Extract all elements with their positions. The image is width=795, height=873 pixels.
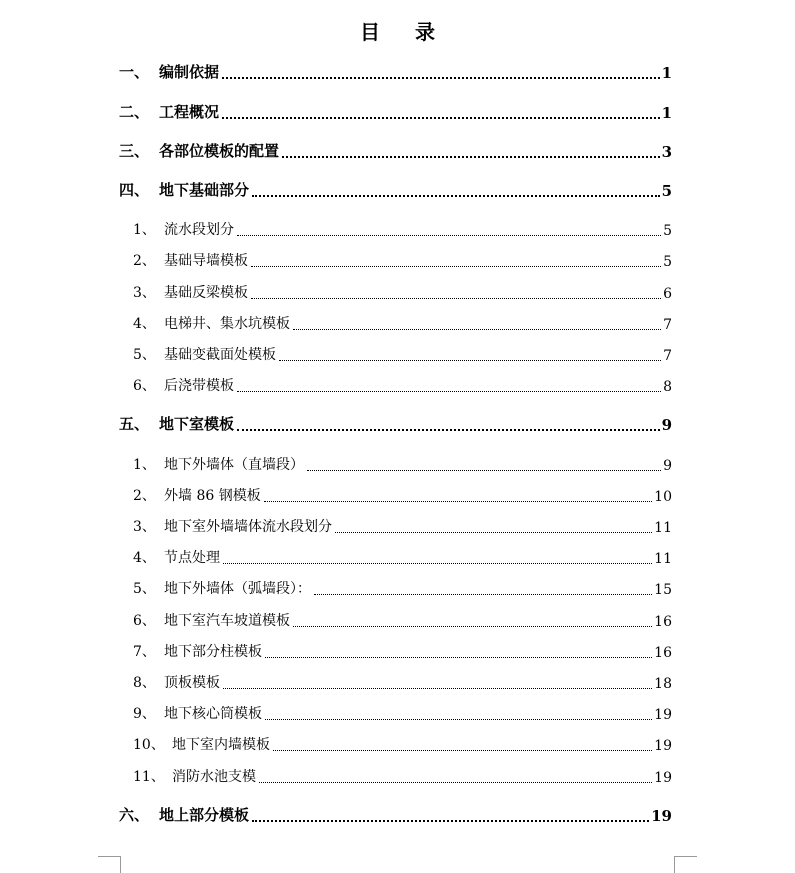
toc-entry-page-number: 15 [654, 582, 672, 598]
toc-entry-number: 8、 [133, 675, 156, 691]
toc-entry-number: 四、 [119, 181, 150, 199]
toc-dot-leader [265, 719, 652, 720]
toc-entry-number: 4、 [133, 316, 156, 332]
toc-entry-label: 节点处理 [164, 550, 220, 566]
toc-entry[interactable] [0, 641, 795, 661]
toc-entry-page-number: 19 [654, 707, 672, 723]
toc-entry-number: 5、 [133, 581, 156, 597]
toc-entry-label: 地下外墙体（弧墙段）： [164, 581, 311, 597]
toc-entry-label: 消防水池支模 [172, 769, 256, 785]
toc-entry[interactable] [0, 313, 795, 333]
toc-entry-label: 电梯井、集水坑模板 [164, 316, 290, 332]
toc-entry-page-number: 6 [663, 286, 672, 302]
toc-entry-number: 一、 [119, 63, 150, 81]
toc-entry-page-number: 19 [651, 807, 672, 825]
toc-entry[interactable] [0, 485, 795, 505]
toc-entry-number: 1、 [133, 457, 156, 473]
toc-dot-leader [265, 657, 652, 658]
toc-dot-leader [259, 782, 652, 783]
toc-entry[interactable] [0, 375, 795, 395]
toc-entry-number: 6、 [133, 613, 156, 629]
toc-entry-page-number: 5 [661, 182, 672, 200]
toc-dot-leader [314, 594, 652, 595]
toc-dot-leader [282, 156, 660, 158]
toc-entry[interactable] [0, 703, 795, 723]
toc-entry-label: 各部位模板的配置 [159, 142, 280, 160]
toc-entry[interactable] [0, 180, 795, 200]
toc-entry[interactable] [0, 282, 795, 302]
toc-dot-leader [273, 750, 652, 751]
toc-entry-page-number: 9 [663, 458, 672, 474]
toc-entry-page-number: 5 [663, 254, 672, 270]
toc-dot-leader [307, 470, 661, 471]
toc-entry-number: 二、 [119, 103, 150, 121]
toc-dot-leader [293, 626, 652, 627]
toc-entry-page-number: 1 [661, 104, 672, 122]
toc-dot-leader [223, 688, 652, 689]
toc-entry[interactable] [0, 250, 795, 270]
page-corner-mark-right [674, 856, 697, 873]
toc-entry-page-number: 7 [663, 317, 672, 333]
toc-entry-page-number: 19 [654, 738, 672, 754]
toc-entry-number: 7、 [133, 644, 156, 660]
toc-entry-page-number: 10 [654, 489, 672, 505]
toc-entry-number: 6、 [133, 378, 156, 394]
toc-entry-number: 10、 [133, 737, 165, 753]
toc-entry-number: 3、 [133, 519, 156, 535]
toc-entry-page-number: 3 [661, 143, 672, 161]
toc-entry[interactable] [0, 672, 795, 692]
toc-entry[interactable] [0, 414, 795, 434]
toc-entry-number: 5、 [133, 347, 156, 363]
toc-entry-label: 地上部分模板 [159, 806, 250, 824]
toc-entry-number: 3、 [133, 285, 156, 301]
toc-entry-label: 地下部分柱模板 [164, 644, 262, 660]
toc-entry[interactable] [0, 454, 795, 474]
toc-dot-leader [223, 563, 652, 564]
toc-entry-label: 地下外墙体（直墙段） [164, 457, 304, 473]
toc-entry-label: 地下室模板 [159, 415, 235, 433]
toc-dot-leader [251, 298, 661, 299]
toc-entry-page-number: 9 [661, 416, 672, 434]
toc-entry-label: 地下基础部分 [159, 181, 250, 199]
toc-entry-page-number: 1 [661, 64, 672, 82]
toc-entry-page-number: 11 [654, 551, 672, 567]
toc-entry-number: 4、 [133, 550, 156, 566]
toc-entry-number: 11、 [133, 769, 165, 785]
toc-dot-leader [237, 391, 661, 392]
toc-entry-label: 后浇带模板 [164, 378, 234, 394]
toc-entry[interactable] [0, 610, 795, 630]
toc-dot-leader [264, 501, 652, 502]
toc-entry-label: 流水段划分 [164, 222, 234, 238]
toc-entry-label: 地下室内墙模板 [172, 737, 270, 753]
toc-entry-label: 工程概况 [159, 103, 220, 121]
toc-entry[interactable] [0, 141, 795, 161]
toc-entry[interactable] [0, 805, 795, 825]
toc-entry[interactable] [0, 578, 795, 598]
toc-dot-leader [222, 117, 660, 119]
toc-dot-leader [279, 360, 661, 361]
toc-entry-page-number: 11 [654, 520, 672, 536]
toc-entry[interactable] [0, 219, 795, 239]
toc-entry-label: 顶板模板 [164, 675, 220, 691]
toc-entry-page-number: 7 [663, 348, 672, 364]
toc-entry-label: 基础导墙模板 [164, 253, 248, 269]
toc-entry[interactable] [0, 734, 795, 754]
toc-entry-number: 2、 [133, 488, 156, 504]
toc-entry-number: 9、 [133, 706, 156, 722]
toc-dot-leader [252, 195, 660, 197]
toc-entry[interactable] [0, 344, 795, 364]
toc-entry-label: 基础反梁模板 [164, 285, 248, 301]
toc-entry-label: 地下室汽车坡道模板 [164, 613, 290, 629]
toc-entry-page-number: 8 [663, 379, 672, 395]
toc-dot-leader [237, 235, 661, 236]
toc-dot-leader [335, 532, 652, 533]
toc-dot-leader [222, 77, 660, 79]
toc-entry-number: 2、 [133, 253, 156, 269]
toc-entry-label: 地下室外墙墙体流水段划分 [164, 519, 332, 535]
page-title: 目 录 [360, 20, 449, 44]
toc-entry-label: 编制依据 [159, 63, 220, 81]
toc-entry-page-number: 18 [654, 676, 672, 692]
page-corner-mark-left [98, 856, 121, 873]
toc-entry-number: 1、 [133, 222, 156, 238]
toc-dot-leader [252, 820, 649, 822]
toc-entry-label: 外墙 86 钢模板 [164, 488, 261, 504]
toc-dot-leader [293, 329, 661, 330]
toc-entry[interactable] [0, 547, 795, 567]
toc-entry-page-number: 16 [654, 614, 672, 630]
toc-dot-leader [237, 429, 660, 431]
toc-dot-leader [251, 266, 661, 267]
toc-entry-number: 五、 [119, 415, 150, 433]
toc-entry[interactable] [0, 516, 795, 536]
toc-entry-label: 地下核心筒模板 [164, 706, 262, 722]
toc-entry[interactable] [0, 62, 795, 82]
toc-entry-number: 六、 [119, 806, 150, 824]
toc-entry[interactable] [0, 766, 795, 786]
toc-entry-page-number: 16 [654, 645, 672, 661]
toc-entry-label: 基础变截面处模板 [164, 347, 276, 363]
toc-entry-number: 三、 [119, 142, 150, 160]
toc-entry[interactable] [0, 102, 795, 122]
toc-entry-page-number: 5 [663, 223, 672, 239]
toc-entry-page-number: 19 [654, 770, 672, 786]
